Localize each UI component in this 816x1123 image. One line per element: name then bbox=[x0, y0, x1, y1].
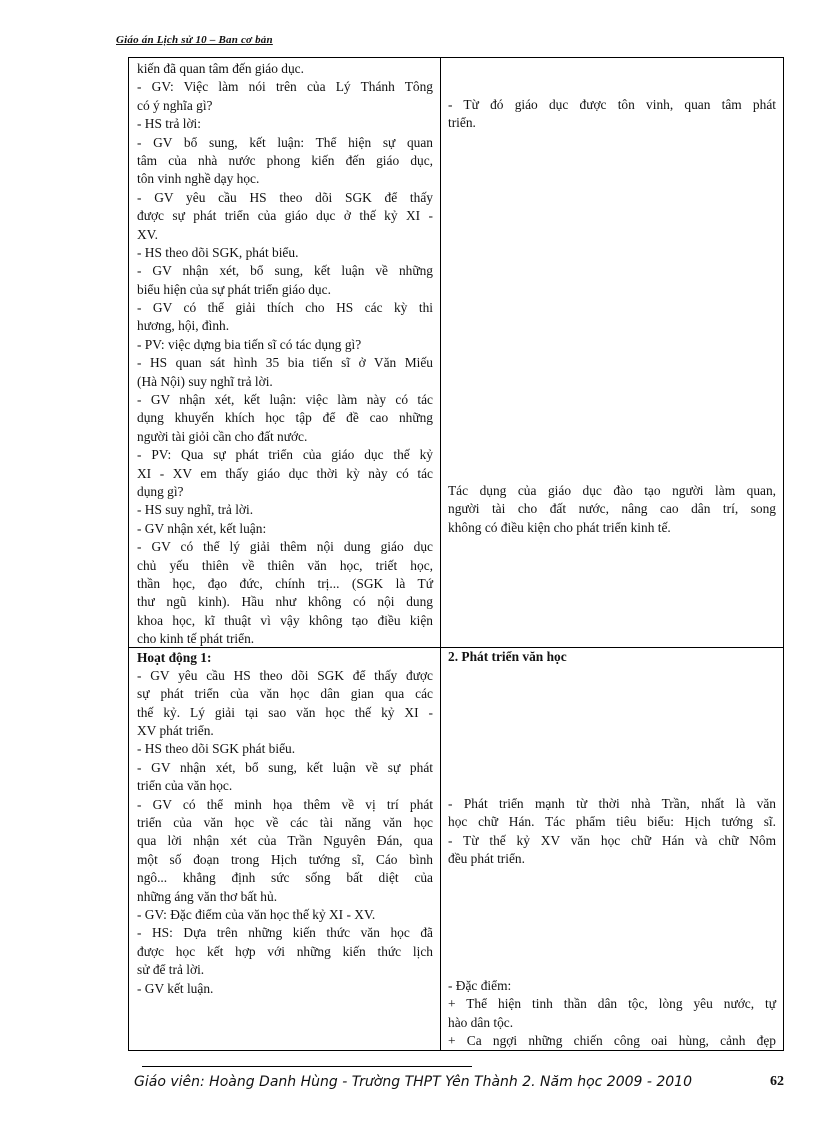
text-line: - Từ thế kỷ XV văn học chữ Hán và chữ Nôm bbox=[448, 832, 776, 848]
text-line: - GV có thể minh họa thêm về vị trí phát bbox=[137, 796, 433, 812]
text-line: chủ yếu thiên về thiên văn học, triết học, bbox=[137, 557, 433, 573]
text-line: - HS trả lời: bbox=[137, 116, 201, 132]
text-line: ngô... khẳng định sức sống bất diệt của bbox=[137, 870, 433, 886]
text-line: hào dân tộc. bbox=[448, 1014, 514, 1030]
text-line: người tài giỏi cần cho đất nước. bbox=[137, 428, 308, 444]
text-line: thế kỷ. Lý giải tại sao văn học thế kỷ XI - bbox=[137, 704, 433, 720]
document-footer bbox=[134, 1074, 784, 1090]
text-line: Tác dụng của giáo dục đào tạo người làm quan, bbox=[448, 483, 776, 498]
activities-column bbox=[137, 60, 433, 998]
page-number: 62 bbox=[770, 1074, 784, 1089]
text-line: kiến đã quan tâm đến giáo dục. bbox=[137, 61, 304, 76]
text-line: khoa học, kĩ thuật vì vậy không tạo điều kiện bbox=[137, 612, 433, 628]
text-line: - GV bổ sung, kết luận: Thể hiện sự quan bbox=[137, 134, 433, 150]
lesson-table bbox=[128, 57, 784, 1051]
text-line: - Phát triển mạnh từ thời nhà Trần, nhất là văn bbox=[448, 796, 776, 811]
text-line: - PV: việc dựng bia tiến sĩ có tác dụng gì? bbox=[137, 336, 362, 352]
text-line: tôn vinh nghề dạy học. bbox=[137, 171, 260, 187]
text-line: người tài cho đất nước, nâng cao dân trí, song bbox=[448, 501, 776, 517]
text-line: XV phát triển. bbox=[137, 723, 214, 739]
text-line: - GV nhận xét, bổ sung, kết luận về sự phát bbox=[137, 759, 433, 775]
text-line: - HS quan sát hình 35 bia tiến sĩ ở Văn Miếu bbox=[137, 355, 433, 371]
text-line: - GV kết luận. bbox=[137, 980, 214, 996]
text-line: XV. bbox=[137, 226, 158, 242]
text-line: - GV yêu cầu HS theo dõi SGK để thấy bbox=[137, 189, 433, 205]
content-block-literature-development bbox=[448, 795, 776, 869]
text-line: + Ca ngợi những chiến công oai hùng, cảnh đẹp bbox=[448, 1033, 776, 1049]
text-line: - HS suy nghĩ, trả lời. bbox=[137, 502, 254, 518]
text-line: - Từ đó giáo dục được tôn vinh, quan tâm phát bbox=[448, 97, 776, 112]
text-line: - PV: Qua sự phát triển của giáo dục thế kỷ bbox=[137, 447, 433, 463]
text-line: hương, hội, đình. bbox=[137, 318, 230, 334]
text-line: - GV có thể giải thích cho HS các kỳ thi bbox=[137, 300, 433, 316]
text-line: những áng văn thơ bất hủ. bbox=[137, 888, 278, 904]
text-line: biểu hiện của sự phát triển giáo dục. bbox=[137, 281, 331, 297]
text-line: thần học, đạo đức, chính trị... (SGK là Tứ bbox=[137, 575, 433, 591]
text-line: - GV: Đặc điểm của văn học thế kỷ XI - XV. bbox=[137, 906, 376, 922]
text-line: dụng gì? bbox=[137, 483, 184, 499]
text-line: được học kết hợp với những kiến thức lịch bbox=[137, 943, 433, 959]
text-line: - GV có thể lý giải thêm nội dung giáo dục bbox=[137, 539, 433, 555]
text-line: - GV: Việc làm nói trên của Lý Thánh Tông bbox=[137, 79, 433, 95]
content-block-literature-features bbox=[448, 977, 776, 1051]
text-line: - HS: Dựa trên những kiến thức văn học đã bbox=[137, 925, 433, 941]
text-line: triển của văn học về các tài năng văn học bbox=[137, 815, 433, 831]
text-line: sử để trả lời. bbox=[137, 962, 205, 978]
section-heading-literature bbox=[448, 648, 776, 666]
text-line: có ý nghĩa gì? bbox=[137, 97, 213, 113]
text-line: học chữ Hán. Tác phẩm tiêu biểu: Hịch tướng sĩ. bbox=[448, 814, 776, 830]
text-line: không có điều kiện cho phát triển kinh tế. bbox=[448, 519, 671, 535]
content-block-education-honored bbox=[448, 96, 776, 133]
content-column bbox=[448, 58, 776, 1050]
text-line: - Đặc điểm: bbox=[448, 978, 512, 993]
text-line: + Thể hiện tinh thần dân tộc, lòng yêu nước, tự bbox=[448, 996, 776, 1012]
text-line: - HS theo dõi SGK phát biểu. bbox=[137, 741, 296, 757]
column-divider bbox=[440, 58, 441, 1050]
text-line: XI - XV em thấy giáo dục thời kỳ này có tác bbox=[137, 465, 433, 481]
text-line: tâm của nhà nước phong kiến đến giáo dục, bbox=[137, 152, 433, 168]
text-line: cho kinh tế phát triển. bbox=[137, 631, 255, 647]
footer-text: Giáo viên: Hoàng Danh Hùng - Trường THPT Yên Thành 2. Năm học 2009 - 2010 bbox=[134, 1074, 692, 1090]
document-header: Giáo án Lịch sử 10 – Ban cơ bản bbox=[116, 34, 273, 46]
content-block-education-effect bbox=[448, 482, 776, 537]
text-line: - HS theo dõi SGK, phát biểu. bbox=[137, 244, 299, 260]
text-line: triển. bbox=[448, 115, 476, 131]
text-line: (Hà Nội) suy nghĩ trả lời. bbox=[137, 373, 273, 389]
text-line: dụng khuyến khích học tập để đề cao những bbox=[137, 410, 433, 426]
footer-rule bbox=[142, 1066, 472, 1067]
text-line: qua lời nhận xét của Trần Nguyên Đán, qua bbox=[137, 833, 433, 849]
text-line: - GV yêu cầu HS theo dõi SGK để thấy được bbox=[137, 667, 433, 683]
section-heading: 2. Phát triển văn học bbox=[448, 649, 567, 664]
text-line: Hoạt động 1: bbox=[137, 649, 212, 665]
text-line: - GV nhận xét, kết luận: bbox=[137, 520, 267, 536]
text-line: thư ngũ kinh). Hầu như không có nội dung bbox=[137, 594, 433, 610]
text-line: - GV nhận xét, kết luận: việc làm này có tác bbox=[137, 392, 433, 408]
text-line: triển của văn học. bbox=[137, 778, 233, 794]
text-line: một số đoạn trong Hịch tướng sĩ, Cáo bình bbox=[137, 851, 433, 867]
text-line: - GV nhận xét, bổ sung, kết luận về những bbox=[137, 263, 433, 279]
text-line: sự phát triển của văn học dân gian qua các bbox=[137, 686, 433, 702]
text-line: được sự phát triển của giáo dục ở thế kỷ XI - bbox=[137, 208, 433, 224]
text-line: đều phát triển. bbox=[448, 851, 525, 867]
